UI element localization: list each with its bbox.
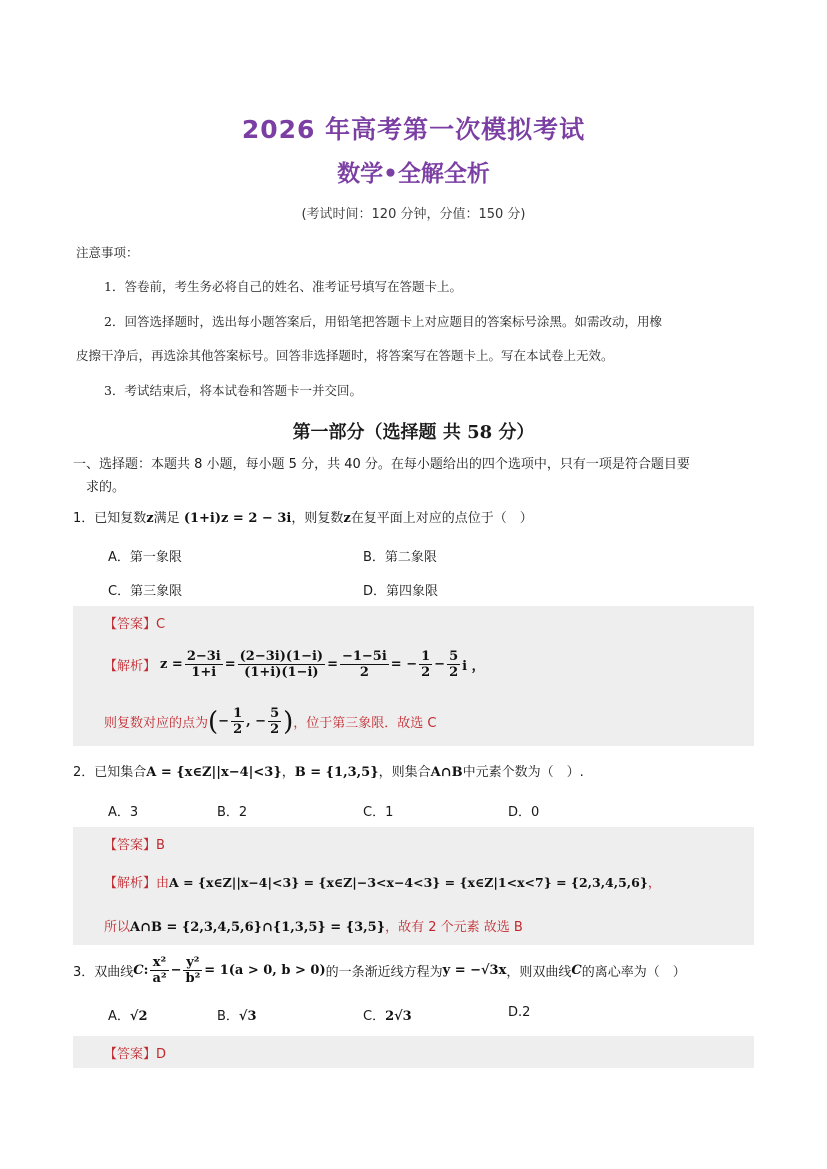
section-intro-line-1: 一、选择题：本题共 8 小题，每小题 5 分，共 40 分。在每小题给出的四个选项中，只有一项是符合题目要: [73, 457, 690, 472]
q3-option-c-value: 2√3: [385, 1009, 412, 1024]
question-2-stem: [73, 761, 584, 780]
q2-analysis-math: A = {x∈Z||x−4|<3} = {x∈Z|−3<x−4<3} = {x∈Z|1<x<7} = {2,3,4,5,6}: [169, 875, 648, 890]
q1-point-minus: −: [218, 714, 230, 729]
q3-option-d: D.2: [508, 1005, 531, 1020]
q1-point-fraction-1: [231, 706, 244, 737]
notice-item-3: 3．考试结束后，将本试卷和答题卡一并交回。: [104, 383, 362, 398]
q1-option-d: D．第四象限: [363, 584, 439, 599]
q2-line2-prefix: 所以: [104, 920, 131, 935]
q2-line2-suffix: ，故有 2 个元素 故选 B: [385, 920, 523, 935]
document-title: 2026 年高考第一次模拟考试: [241, 115, 586, 144]
q1-fraction-5: [447, 649, 460, 680]
q3-fraction-y-den: b²: [185, 971, 201, 986]
q3-minus: −: [170, 963, 182, 978]
notice-item-1: 1．答卷前，考生务必将自己的姓名、准考证号填写在答题卡上。: [104, 279, 462, 294]
q1-answer-value: C: [156, 617, 166, 632]
q1-answer: [104, 613, 165, 632]
exam-info: (考试时间：120 分钟，分值：150 分): [301, 207, 526, 222]
q1-fraction-1-den: 1+i: [191, 665, 217, 680]
q3-option-b: [217, 1005, 257, 1024]
q1-fraction-2: [238, 649, 325, 680]
q2-answer-label: 【答案】: [104, 838, 157, 853]
q3-suffix-a: ，则双曲线: [506, 965, 572, 980]
q1-paren-close: ): [283, 706, 294, 737]
q1-fraction-2-den: (1+i)(1−i): [244, 665, 319, 680]
q3-fraction-y-num: y²: [183, 955, 202, 971]
q1-answer-label: 【答案】: [104, 617, 157, 632]
q1-analysis-line-1: [104, 649, 485, 680]
notice-heading: 注意事项：: [76, 245, 139, 260]
q1-point-fraction-1-den: 2: [233, 722, 243, 737]
q1-fraction-5-num: 5: [449, 649, 459, 664]
q3-answer-label: 【答案】: [104, 1047, 157, 1062]
section-title: 第一部分（选择题 共 58 分）: [292, 422, 535, 443]
q2-middle: ，则集合: [378, 765, 431, 780]
q1-minus-2: −: [434, 657, 446, 672]
q2-option-c: C．1: [363, 805, 394, 820]
q1-suffix-b: 在复平面上对应的点位于（ ）: [350, 511, 533, 526]
q3-asymptote: y = −√3x: [442, 963, 507, 978]
q1-fraction-3: [340, 649, 389, 680]
q2-analysis-line-1: [104, 872, 661, 891]
question-3-stem: [73, 955, 686, 986]
q2-comma: ，: [281, 765, 295, 780]
q1-z: z: [146, 511, 154, 526]
document-subtitle: 数学•全解全析: [337, 161, 490, 187]
q3-fraction-x: [150, 955, 168, 986]
q2-analysis-line-2: [104, 916, 523, 935]
q3-option-c: [363, 1005, 412, 1024]
q2-analysis-prefix: 由: [156, 876, 170, 891]
q3-answer-value: D: [156, 1047, 167, 1062]
q1-point-fraction-2: [268, 706, 281, 737]
q1-fraction-2-num: (2−3i)(1−i): [239, 649, 324, 664]
q2-analysis-label: 【解析】: [104, 876, 157, 891]
q1-line2-suffix: ，位于第三象限．故选 C: [293, 716, 437, 731]
q2-set-b: B = {1,3,5}: [294, 765, 379, 780]
q2-prefix: 2．已知集合: [73, 765, 147, 780]
q1-analysis-line-2: [104, 706, 437, 737]
q3-curve-name: C: [133, 963, 144, 978]
q3-curve-name-2: C: [571, 963, 582, 978]
q1-prefix: 1．已知复数: [73, 511, 147, 526]
q1-fraction-3-den: 2: [359, 665, 369, 680]
q1-minus: = −: [390, 657, 418, 672]
q1-paren-open: (: [208, 706, 219, 737]
q1-suffix-a: ，则复数: [291, 511, 344, 526]
q2-analysis-tail: ，: [647, 876, 661, 891]
q2-set-a: A = {x∈Z||x−4|<3}: [146, 765, 282, 780]
q2-option-a: A．3: [108, 805, 139, 820]
q1-analysis-label: 【解析】: [104, 659, 157, 674]
question-1-stem: [73, 507, 533, 526]
q2-line2-math: A∩B = {2,3,4,5,6}∩{1,3,5} = {3,5}: [130, 920, 386, 935]
q2-option-b: B．2: [217, 805, 248, 820]
q3-fraction-x-den: a²: [152, 971, 167, 986]
q1-option-c: C．第三象限: [108, 584, 183, 599]
q3-suffix-b: 的离心率为（ ）: [581, 965, 686, 980]
q1-analysis-z: z =: [160, 657, 183, 672]
q1-z-2: z: [343, 511, 351, 526]
q3-option-c-label: C．: [363, 1009, 386, 1024]
q1-option-a: A．第一象限: [108, 550, 182, 565]
q1-fraction-5-den: 2: [449, 665, 459, 680]
q2-answer: [104, 834, 165, 853]
q1-tail: i ，: [462, 659, 485, 674]
q1-option-b: B．第二象限: [363, 550, 437, 565]
q2-answer-value: B: [156, 838, 165, 853]
q3-option-b-value: √3: [238, 1009, 257, 1024]
q1-point-fraction-2-den: 2: [270, 722, 280, 737]
notice-item-2-line-1: 2．回答选择题时，选出每小题答案后，用铅笔把答题卡上对应题目的答案标号涂黑。如需改动，用橡: [104, 314, 662, 329]
q1-fraction-3-num: −1−5i: [341, 649, 387, 664]
q3-answer: [104, 1043, 166, 1062]
q1-equation: (1+i)z = 2 − 3i: [183, 511, 292, 526]
q3-option-a: [108, 1005, 148, 1024]
q3-middle: 的一条渐近线方程为: [325, 965, 443, 980]
q3-option-b-label: B．: [217, 1009, 239, 1024]
q1-fraction-1: [185, 649, 223, 680]
q1-satisfies: 满足: [153, 511, 180, 526]
q1-point-fraction-2-num: 5: [270, 706, 280, 721]
q2-suffix: 中元素个数为（ ）.: [462, 765, 584, 780]
q1-line2-prefix: 则复数对应的点为: [104, 716, 209, 731]
q1-fraction-4-den: 2: [421, 665, 431, 680]
q3-option-a-label: A．: [108, 1009, 130, 1024]
q3-colon: :: [143, 963, 149, 978]
q3-fraction-y: [183, 955, 202, 986]
q1-fraction-4-num: 1: [421, 649, 431, 664]
q1-eq-2: =: [327, 657, 338, 672]
q3-solution-box: [73, 1036, 754, 1068]
q2-option-d: D．0: [508, 805, 540, 820]
q3-prefix: 3．双曲线: [73, 965, 134, 980]
section-intro-line-2: 求的。: [86, 480, 126, 495]
q2-intersection: A∩B: [430, 765, 463, 780]
q1-point-comma: , −: [246, 714, 267, 729]
q1-fraction-4: [419, 649, 432, 680]
q3-option-a-value: √2: [129, 1009, 148, 1024]
notice-item-2-line-2: 皮擦干净后，再选涂其他答案标号。回答非选择题时，将答案写在答题卡上。写在本试卷上无效。: [76, 348, 614, 363]
q1-fraction-1-num: 2−3i: [186, 649, 221, 664]
q1-point-fraction-1-num: 1: [233, 706, 243, 721]
q1-eq-1: =: [224, 657, 236, 672]
q3-fraction-x-num: x²: [150, 955, 168, 971]
q3-condition: = 1(a > 0, b > 0): [204, 963, 326, 978]
